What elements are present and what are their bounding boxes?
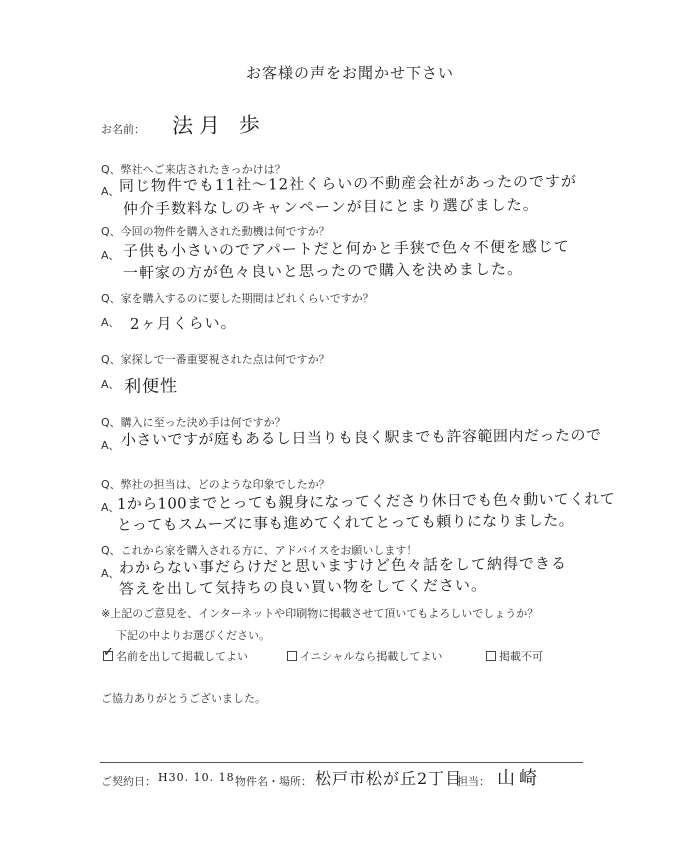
- contract-date-value: H30. 10. 18: [158, 771, 235, 784]
- answer-1-line-2: 仲介手数料なしのキャンペーンが目にとまり選びました。: [122, 195, 539, 218]
- staff-value: 山崎: [497, 768, 541, 789]
- option-initials-ok-checkbox[interactable]: [287, 651, 297, 661]
- option-name-ok-checkbox[interactable]: [103, 645, 114, 661]
- consent-question: ※上記のご意見を、インターネットや印刷物に掲載させて頂いてもよろしいでしょうか？: [101, 607, 539, 620]
- staff-label: 担当：: [457, 775, 490, 788]
- name-value: 法月 歩: [171, 113, 266, 138]
- name-label: お名前：: [101, 123, 145, 136]
- property-value: 松戸市松が丘2丁目: [315, 769, 463, 788]
- question-7: Q、これから家を購入される方に、アドバイスをお願いします！: [101, 544, 418, 557]
- option-initials-ok-label: イニシャルなら掲載してよい: [300, 650, 443, 663]
- check-mark-icon: ✓: [103, 645, 114, 660]
- option-name-ok-label: 名前を出して掲載してよい: [116, 650, 248, 663]
- option-no-publish-label: 掲載不可: [499, 650, 543, 663]
- option-initials-ok[interactable]: [287, 648, 442, 664]
- answer-6-line-2: とってもスムーズに事も進めてくれてとっても頼りになりました。: [116, 511, 574, 534]
- answer-1-line-1: 同じ物件でも11社～12社くらいの不動産会社があったのですが: [118, 172, 578, 195]
- answer-2-line-2: 一軒家の方が色々良いと思ったので購入を決めました。: [122, 259, 524, 282]
- answer-6-prefix: A、: [101, 501, 120, 514]
- consent-instruction: 下記の中よりお選びください。: [116, 629, 270, 642]
- thanks-message: ご協力ありがとうございました。: [101, 692, 266, 705]
- option-no-publish-checkbox[interactable]: [486, 651, 496, 661]
- footer-divider: [100, 762, 583, 763]
- question-5: Q、購入に至った決め手は何ですか？: [101, 416, 286, 429]
- answer-3-prefix: A、: [101, 316, 120, 329]
- answer-4-line-1: 利便性: [123, 376, 179, 397]
- answer-5-line-1: 小さいですが庭もあるし日当りも良く駅までも許容範囲内だったので: [120, 425, 602, 449]
- question-1: Q、弊社へご来店されたきっかけは？: [101, 163, 286, 176]
- answer-4-prefix: A、: [101, 378, 120, 391]
- answer-6-line-1: 1から100までとっても親身になってくださり休日でも色々動いてくれて: [116, 489, 616, 513]
- page-title: お客様の声をお聞かせ下さい: [245, 64, 454, 82]
- contract-date-label: ご契約日：: [101, 775, 156, 788]
- answer-7-line-2: 答えを出して気持ちの良い買い物をしてください。: [118, 576, 488, 598]
- answer-3-line-1: 2ヶ月くらい。: [129, 313, 237, 333]
- question-6: Q、弊社の担当は、どのような印象でしたか？: [101, 478, 330, 491]
- answer-7-prefix: A、: [101, 567, 120, 580]
- question-2: Q、今回の物件を購入された動機は何ですか？: [101, 225, 330, 238]
- property-label: 物件名・場所：: [235, 775, 312, 788]
- answer-1-prefix: A、: [101, 185, 120, 198]
- option-name-ok[interactable]: [103, 645, 248, 664]
- answer-2-line-1: 子供も小さいのでアパートだと何かと手狭で色々不便を感じて: [122, 237, 570, 260]
- answer-7-line-1: わからない事だらけだと思いますけど色々話をして納得できる: [118, 554, 568, 577]
- answer-5-prefix: A、: [101, 439, 120, 452]
- question-3: Q、家を購入するのに要した期間はどれくらいですか？: [101, 292, 374, 305]
- question-4: Q、家探しで一番重要視された点は何ですか？: [101, 353, 330, 366]
- answer-2-prefix: A、: [101, 249, 120, 262]
- option-no-publish[interactable]: [486, 648, 543, 664]
